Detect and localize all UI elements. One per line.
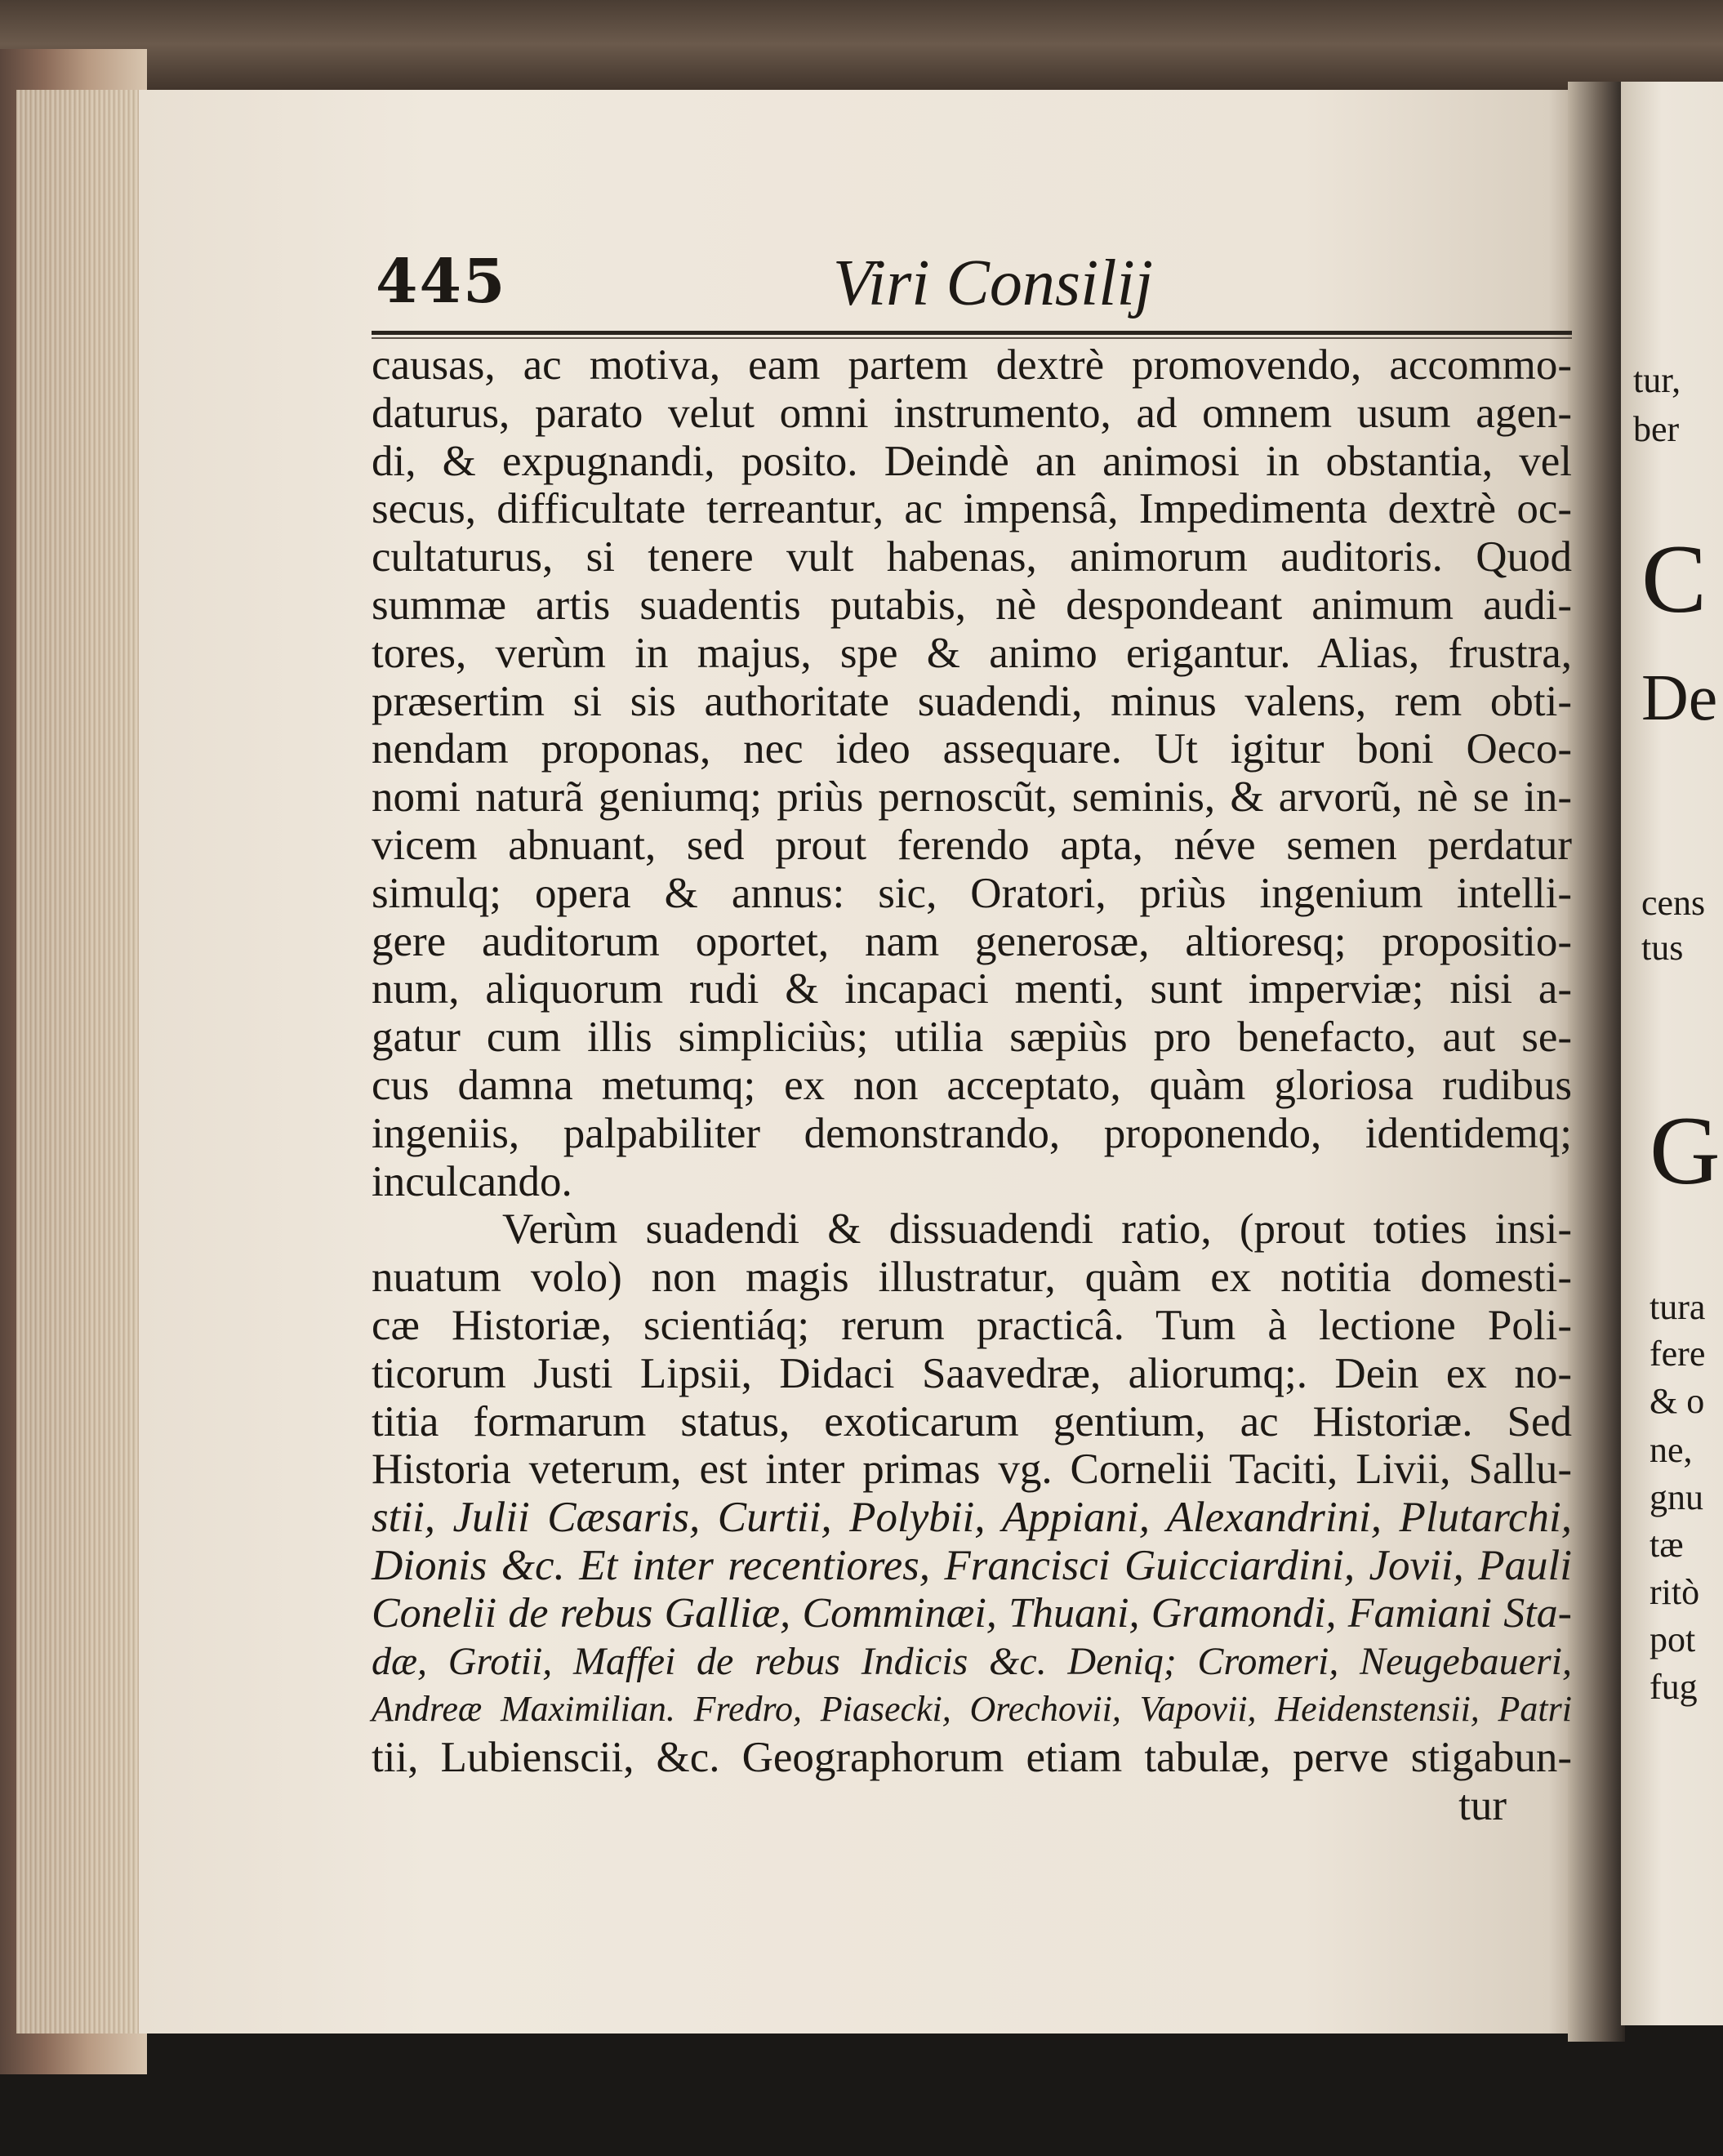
- page-edges: [16, 90, 147, 2034]
- text-line: nendam proponas, nec ideo assequare. Ut igitur boni Oeco-: [372, 725, 1572, 773]
- next-page-fragment: ne,: [1650, 1430, 1693, 1470]
- next-page-fragment: ritò: [1650, 1572, 1700, 1612]
- running-head: [376, 247, 1576, 336]
- running-title: Viri Consilij: [833, 247, 1153, 319]
- page-number: 445: [376, 247, 507, 317]
- text-line: Conelii de rebus Galliæ, Comminæi, Thuani, Gramondi, Famiani Sta-: [372, 1589, 1572, 1637]
- next-page-fragment: tæ: [1650, 1525, 1684, 1565]
- text-line: dæ, Grotii, Maffei de rebus Indicis &c. Deniq; Cromeri, Neugebaueri,: [372, 1639, 1572, 1683]
- catchword: tur: [1458, 1781, 1507, 1829]
- next-page-fragment: cens: [1641, 883, 1706, 923]
- text-line: di, & expugnandi, posito. Deindè an animosi in obstantia, vel: [372, 437, 1572, 485]
- text-line: Dionis &c. Et inter recentiores, Francisci Guicciardini, Jovii, Pauli: [372, 1541, 1572, 1589]
- next-page-fragment: De: [1641, 662, 1718, 734]
- next-page-fragment: & o: [1650, 1381, 1705, 1421]
- next-page-fragment: tus: [1641, 928, 1684, 968]
- next-page-fragment: fug: [1650, 1667, 1698, 1707]
- next-page-fragment: ber: [1633, 409, 1680, 449]
- next-page-fragment: gnu: [1650, 1477, 1703, 1517]
- text-line: gere auditorum oportet, nam generosæ, altioresq; propositio-: [372, 917, 1572, 965]
- text-line: nuatum volo) non magis illustratur, quàm ex notitia domesti-: [372, 1254, 1572, 1302]
- text-line: inculcando.: [372, 1157, 572, 1205]
- book-cover-top: [0, 0, 1723, 98]
- text-line: causas, ac motiva, eam partem dextrè promovendo, accommo-: [372, 341, 1572, 389]
- text-line: Historia veterum, est inter primas vg. Cornelii Taciti, Livii, Sallu-: [372, 1446, 1572, 1494]
- text-line: daturus, parato velut omni instrumento, ad omnem usum agen-: [372, 389, 1572, 437]
- text-line: summæ artis suadentis putabis, nè despondeant animum audi-: [372, 581, 1572, 629]
- text-line: tores, verùm in majus, spe & animo erigantur. Alias, frustra,: [372, 629, 1572, 677]
- body-text: [372, 341, 1572, 1830]
- text-line: nomi naturã geniumq; priùs pernoscũt, seminis, & arvorũ, nè se in-: [372, 773, 1572, 822]
- text-line: cæ Historiæ, scientiáq; rerum practicâ. Tum à lectione Poli-: [372, 1301, 1572, 1349]
- header-rule: [372, 331, 1572, 335]
- next-page-fragment: fere: [1650, 1334, 1706, 1374]
- text-line: simulq; opera & annus: sic, Oratori, priùs ingenium intelli-: [372, 869, 1572, 917]
- next-page-fragment: G: [1650, 1096, 1721, 1205]
- next-page-fragment: pot: [1650, 1619, 1696, 1659]
- text-line: ticorum Justi Lipsii, Didaci Saavedræ, aliorumq;. Dein ex no-: [372, 1349, 1572, 1397]
- text-line: secus, difficultate terreantur, ac impensâ, Impedimenta dextrè oc-: [372, 485, 1572, 533]
- text-line: Verùm suadendi & dissuadendi ratio, (prout toties insi-: [502, 1205, 1572, 1254]
- text-line: gatur cum illis simpliciùs; utilia sæpiùs pro benefacto, aut se-: [372, 1013, 1572, 1062]
- next-page-fragment: tur,: [1633, 360, 1681, 400]
- text-line: num, aliquorum rudi & incapaci menti, sunt imperviæ; nisi a-: [372, 965, 1572, 1013]
- text-line: titia formarum status, exoticarum gentium, ac Historiæ. Sed: [372, 1397, 1572, 1446]
- text-line: præsertim si sis authoritate suadendi, minus valens, rem obti-: [372, 677, 1572, 725]
- text-line: ingeniis, palpabiliter demonstrando, proponendo, identidemq;: [372, 1109, 1572, 1157]
- text-line: Andreæ Maximilian. Fredro, Piasecki, Orechovii, Vapovii, Heidenstensii, Patri: [372, 1689, 1572, 1730]
- text-line: tii, Lubienscii, &c. Geographorum etiam tabulæ, perve stigabun-: [372, 1734, 1572, 1782]
- text-line: cus damna metumq; ex non acceptato, quàm gloriosa rudibus: [372, 1061, 1572, 1109]
- text-line: cultaturus, si tenere vult habenas, animorum auditoris. Quod: [372, 533, 1572, 581]
- next-page-fragment: C: [1641, 524, 1707, 633]
- book-gutter: [1568, 82, 1625, 2042]
- text-line: stii, Julii Cæsaris, Curtii, Polybii, Appiani, Alexandrini, Plutarchi,: [372, 1494, 1572, 1542]
- text-line: vicem abnuant, sed prout ferendo apta, néve semen perdatur: [372, 821, 1572, 869]
- header-rule-thin: [372, 337, 1572, 339]
- next-page-fragment: tura: [1650, 1287, 1706, 1327]
